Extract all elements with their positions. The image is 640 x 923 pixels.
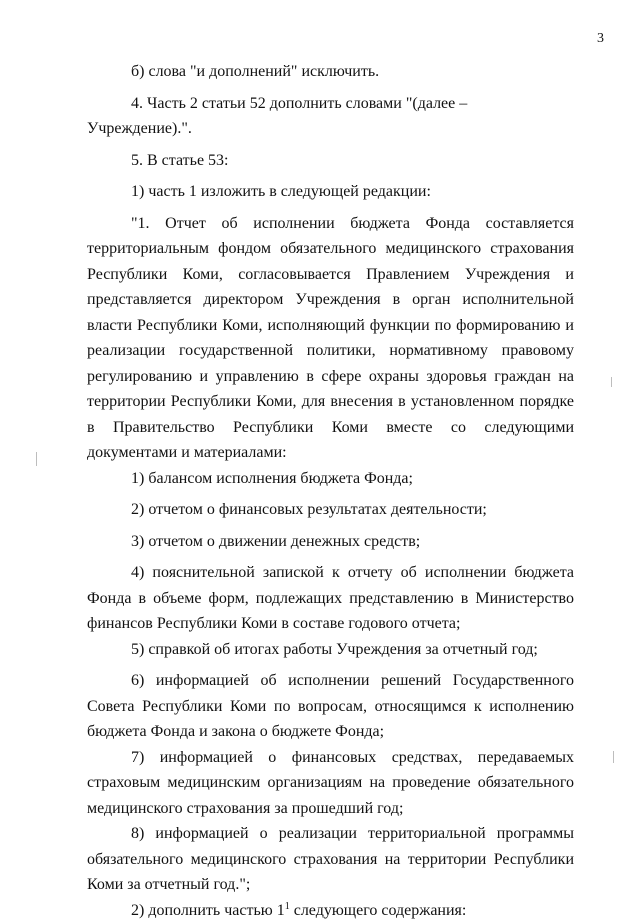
list-item-explanatory-note: 4) пояснительной запиской к отчету об исполнении бюджета Фонда в объеме форм, подлежащих представлению в Министерство финансов Республики Коми в составе годового отчета; [87,560,574,637]
add-part-text: 2) дополнить частью 1 [131,902,285,919]
list-item-territorial-program: 8) информацией о реализации территориальной программы обязательного медицинского страхования на территории Республики Коми за отчетный год."; [87,821,574,898]
scan-speck [36,452,37,466]
list-item-financial-results: 2) отчетом о финансовых результатах деятельности; [87,497,574,523]
add-part-text-end: следующего содержания: [290,902,467,919]
list-item-balance: 1) балансом исполнения бюджета Фонда; [87,466,574,492]
list-item-insurance-funds: 7) информацией о финансовых средствах, передаваемых страховым медицинским организациям на проведение обязательного медицинского страхования за прошедший год; [87,745,574,822]
paragraph-point-4: 4. Часть 2 статьи 52 дополнить словами "(далее – Учреждение).". [87,91,574,142]
page-number: 3 [597,31,604,47]
scan-speck [611,377,612,387]
paragraph-add-part [87,898,574,923]
superscript-number: 1 [285,901,290,912]
paragraph-report-statement: "1. Отчет об исполнении бюджета Фонда составляется территориальным фондом обязательного медицинского страхования Республики Коми, согласовывается Правлением Учреждения и представляется директором Учреждения в орган исполнительной власти Республики Коми, исполняющий функции по формированию и реализации государственной политики, нормативному правовому регулированию и управлению в сфере охраны здоровья граждан на территории Республики Коми, для внесения в установленном порядке в Правительство Республики Коми вместе со следующими документами и материалами: [87,211,574,466]
list-item-cash-flow: 3) отчетом о движении денежных средств; [87,529,574,555]
list-item-work-results: 5) справкой об итогах работы Учреждения за отчетный год; [87,637,574,663]
paragraph-subpoint-1: 1) часть 1 изложить в следующей редакции: [87,179,574,205]
list-item-state-council-decisions: 6) информацией об исполнении решений Государственного Совета Республики Коми по вопросам, относящимся к исполнению бюджета Фонда и закона о бюджете Фонда; [87,668,574,745]
document-body [87,59,574,923]
paragraph-point-5: 5. В статье 53: [87,148,574,174]
scan-speck [613,751,614,763]
paragraph-item-b: б) слова "и дополнений" исключить. [87,59,574,85]
